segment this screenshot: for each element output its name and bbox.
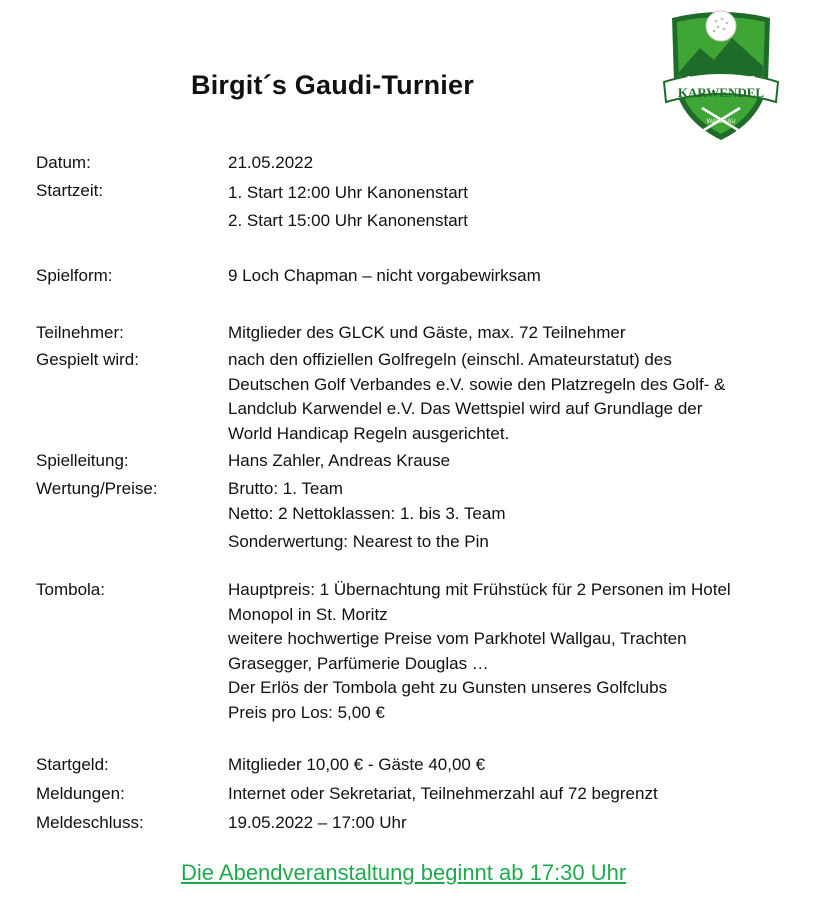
wertung-line: Sonderwertung: Nearest to the Pin xyxy=(228,532,489,551)
gespielt-line: World Handicap Regeln ausgerichtet. xyxy=(228,423,510,443)
startzeit-line: 1. Start 12:00 Uhr Kanonenstart xyxy=(228,183,469,202)
label-spielleitung: Spielleitung: xyxy=(36,451,129,470)
value-tombola xyxy=(228,578,731,725)
value-teilnehmer: Mitglieder des GLCK und Gäste, max. 72 Teilnehmer xyxy=(228,323,626,342)
wertung-line: Netto: 2 Nettoklassen: 1. bis 3. Team xyxy=(228,503,506,523)
evening-event-announcement: Die Abendveranstaltung beginnt ab 17:30 Uhr xyxy=(181,860,627,885)
label-spielform: Spielform: xyxy=(36,266,113,285)
gespielt-line: Landclub Karwendel e.V. Das Wettspiel wird auf Grundlage der xyxy=(228,399,703,418)
value-wertung-preise xyxy=(228,477,506,555)
tombola-line: Grasegger, Parfümerie Douglas … xyxy=(228,653,489,673)
label-tombola: Tombola: xyxy=(36,580,105,599)
startzeit-line: 2. Start 15:00 Uhr Kanonenstart xyxy=(228,211,469,230)
label-teilnehmer: Teilnehmer: xyxy=(36,323,124,342)
gespielt-line: nach den offiziellen Golfregeln (einschl. Amateurstatut) des xyxy=(228,350,672,369)
label-meldungen: Meldungen: xyxy=(36,784,125,803)
value-meldeschluss: 19.05.2022 – 17:00 Uhr xyxy=(228,813,407,832)
karwendel-crest-icon xyxy=(662,4,780,142)
label-meldeschluss: Meldeschluss: xyxy=(36,813,144,832)
tombola-line: Preis pro Los: 5,00 € xyxy=(228,702,385,722)
logo-top-text: GOLF- & LANDCLUB xyxy=(686,76,756,83)
logo-name: KARWENDEL xyxy=(677,85,765,100)
value-gespielt-wird xyxy=(228,348,725,446)
tombola-line: weitere hochwertige Preise vom Parkhotel Wallgau, Trachten xyxy=(228,629,687,648)
value-spielleitung: Hans Zahler, Andreas Krause xyxy=(228,451,451,470)
wertung-line: Brutto: 1. Team xyxy=(228,479,343,498)
value-spielform: 9 Loch Chapman – nicht vorgabewirksam xyxy=(228,266,541,285)
tombola-line: Hauptpreis: 1 Übernachtung mit Frühstück für 2 Personen im Hotel xyxy=(228,580,731,599)
logo-place: WALLGAU xyxy=(706,119,736,125)
tombola-line: Monopol in St. Moritz xyxy=(228,604,388,624)
page-title: Birgit´s Gaudi-Turnier xyxy=(191,70,474,100)
value-startgeld: Mitglieder 10,00 € - Gäste 40,00 € xyxy=(228,755,486,774)
label-gespielt-wird: Gespielt wird: xyxy=(36,350,139,369)
value-startzeit xyxy=(228,179,468,235)
tombola-line: Der Erlös der Tombola geht zu Gunsten unseres Golfclubs xyxy=(228,678,668,697)
label-datum: Datum: xyxy=(36,153,91,172)
club-logo xyxy=(662,4,780,142)
value-meldungen: Internet oder Sekretariat, Teilnehmerzahl auf 72 begrenzt xyxy=(228,784,658,803)
value-datum: 21.05.2022 xyxy=(228,153,314,172)
label-startzeit: Startzeit: xyxy=(36,181,104,200)
label-startgeld: Startgeld: xyxy=(36,755,109,774)
gespielt-line: Deutschen Golf Verbandes e.V. sowie den Platzregeln des Golf- & xyxy=(228,374,726,394)
label-wertung-preise: Wertung/Preise: xyxy=(36,479,158,498)
